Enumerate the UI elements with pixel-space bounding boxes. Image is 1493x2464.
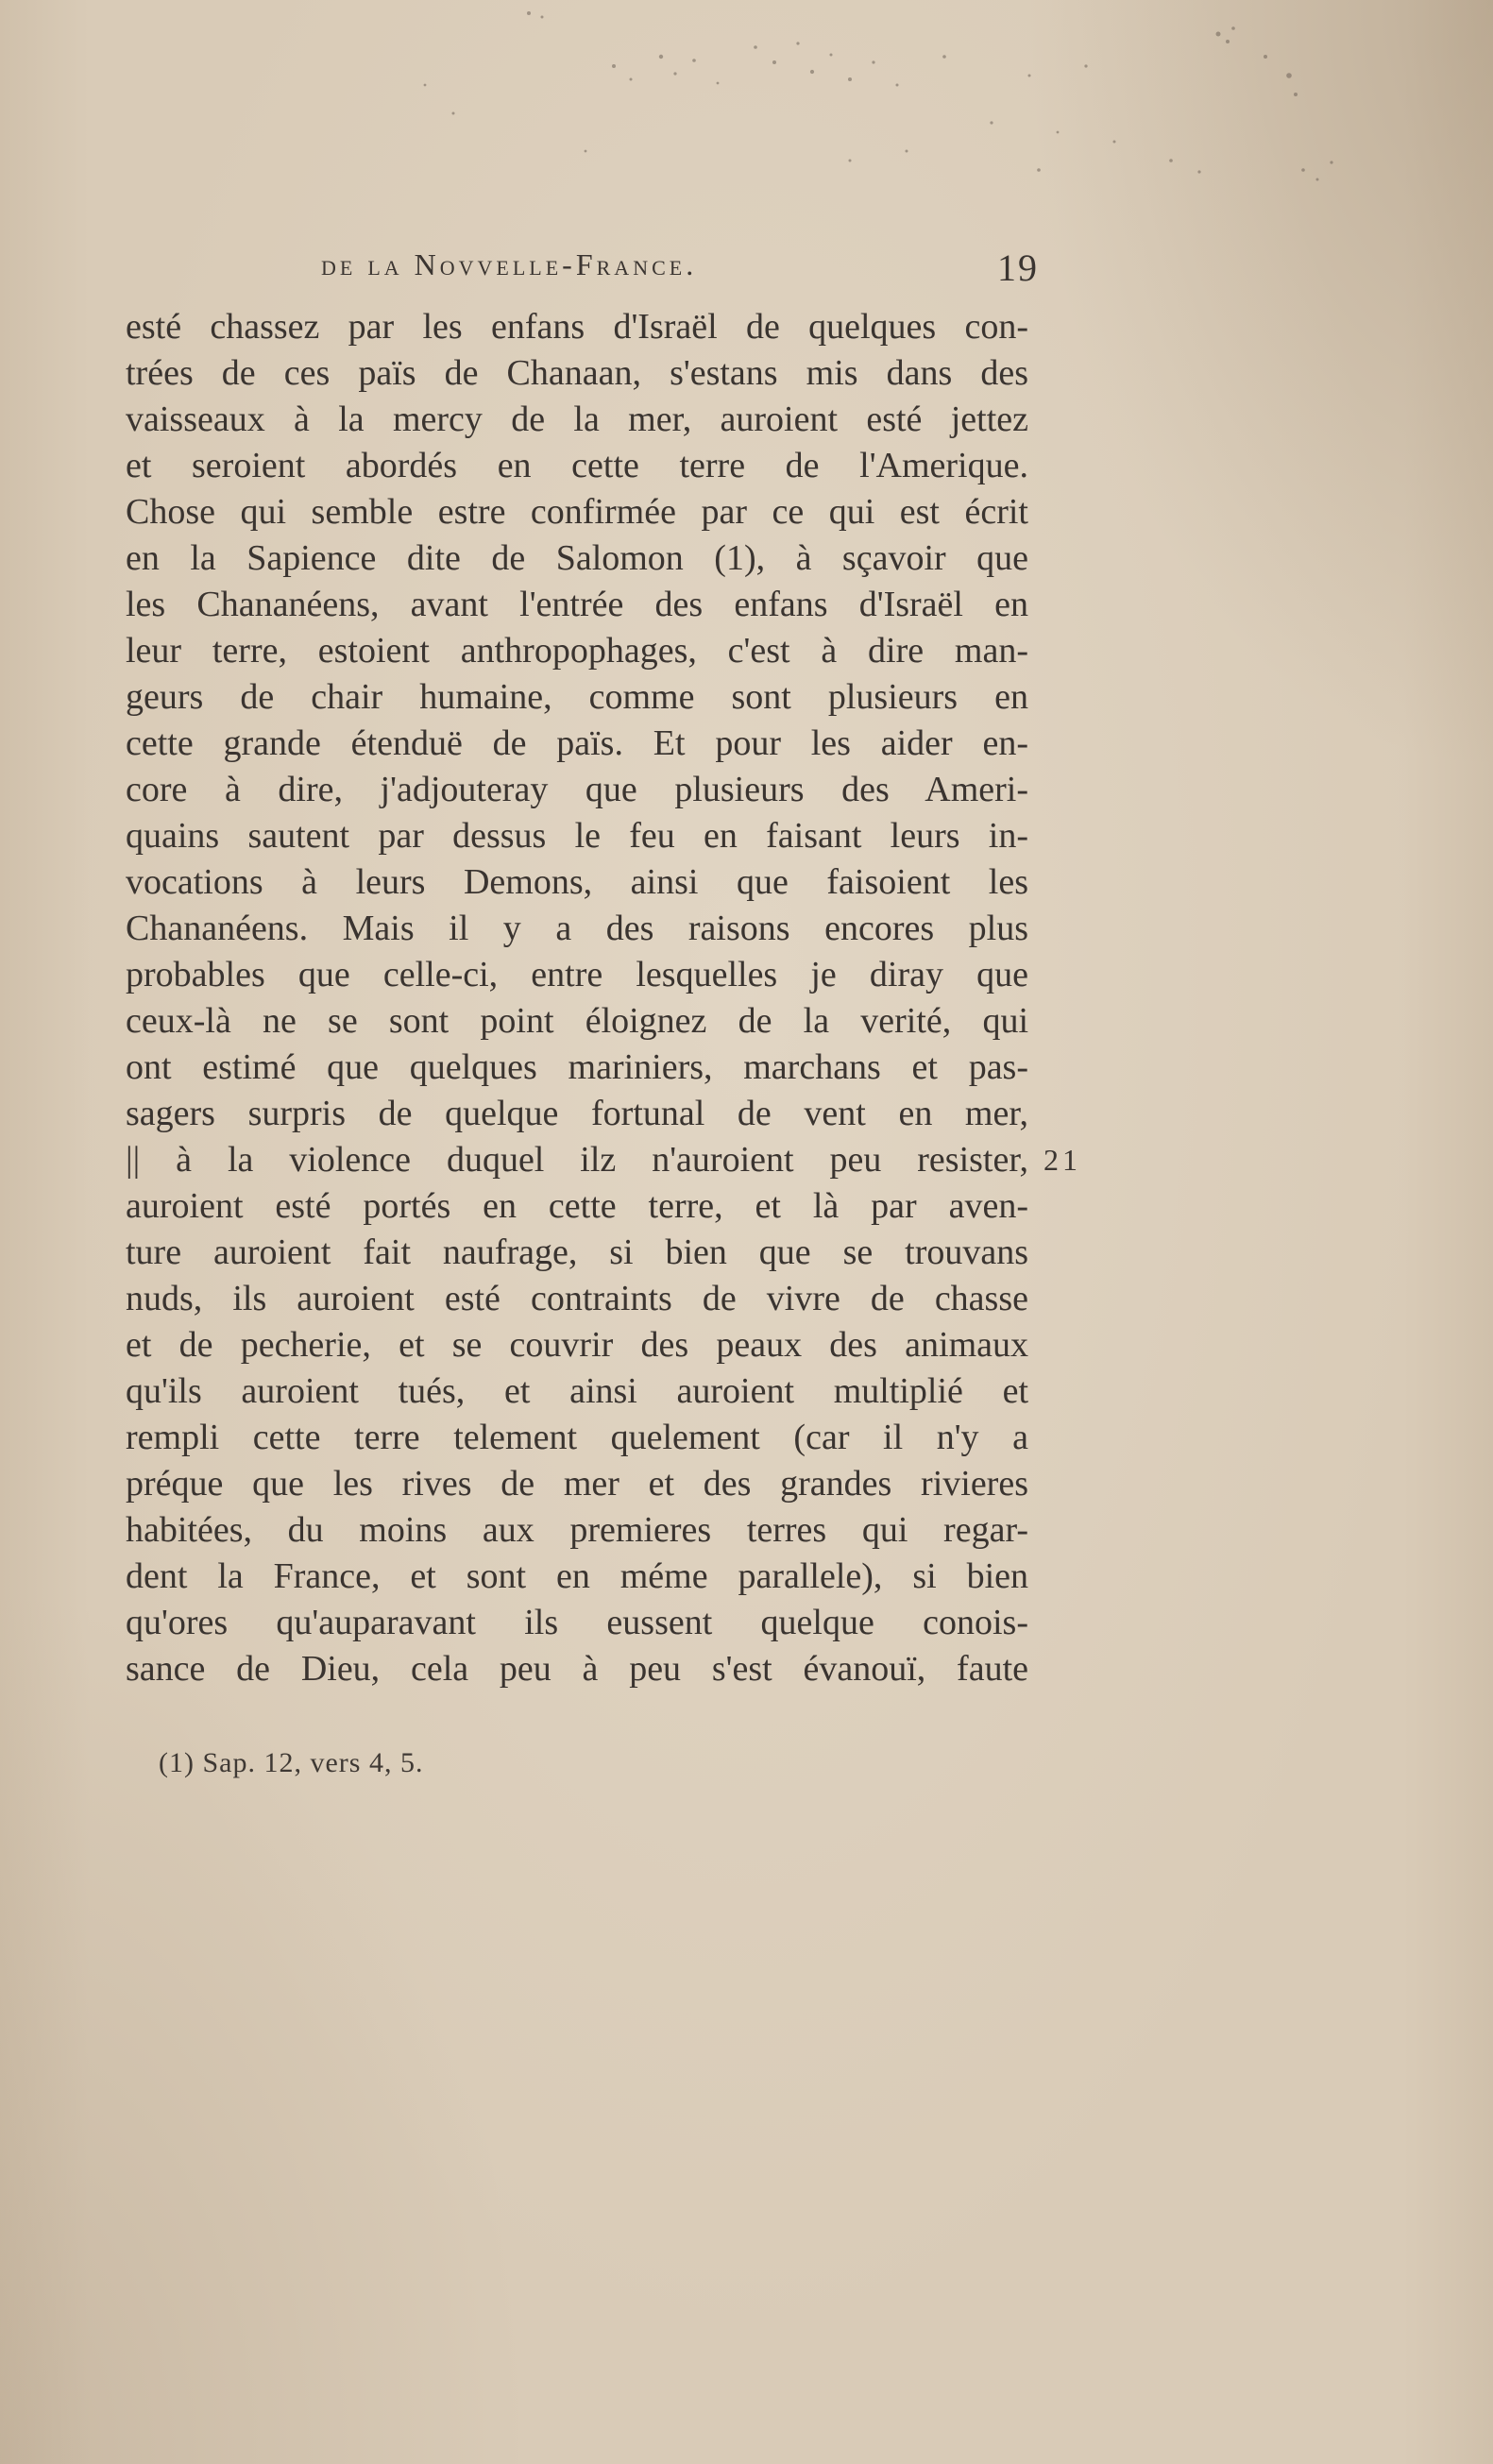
- text-line: en la Sapience dite de Salomon (1), à sçavoir que: [126, 538, 1028, 578]
- text-line: qu'ores qu'auparavant ils eussent quelque conois-: [126, 1603, 1028, 1642]
- text-line: et de pecherie, et se couvrir des peaux des animaux: [126, 1325, 1028, 1365]
- text-line: esté chassez par les enfans d'Israël de quelques con-: [126, 307, 1028, 347]
- text-line: sagers surpris de quelque fortunal de vent en mer,: [126, 1094, 1028, 1133]
- text-line: cette grande étenduë de païs. Et pour les aider en-: [126, 723, 1028, 763]
- text-line: les Chananéens, avant l'entrée des enfans d'Israël en: [126, 585, 1028, 624]
- text-line: ture auroient fait naufrage, si bien que se trouvans: [126, 1232, 1028, 1272]
- text-line: ceux-là ne se sont point éloignez de la verité, qui: [126, 1001, 1028, 1041]
- text-line: Chose qui semble estre confirmée par ce qui est écrit: [126, 492, 1028, 532]
- text-line: dent la France, et sont en méme parallele), si bien: [126, 1556, 1028, 1596]
- running-head: [321, 242, 1039, 289]
- footnote: (1) Sap. 12, vers 4, 5.: [159, 1747, 424, 1778]
- text-line: leur terre, estoient anthropophages, c'est à dire man-: [126, 631, 1028, 671]
- text-line: vaisseaux à la mercy de la mer, auroient esté jettez: [126, 399, 1028, 439]
- running-title: de la Novvelle-France.: [321, 247, 698, 281]
- text-line: quains sautent par dessus le feu en faisant leurs in-: [126, 816, 1028, 856]
- text-line: rempli cette terre telement quelement (car il n'y a: [126, 1418, 1028, 1457]
- text-line: probables que celle-ci, entre lesquelles je diray que: [126, 955, 1028, 994]
- text-line: et seroient abordés en cette terre de l'Amerique.: [126, 446, 1028, 485]
- text-line: nuds, ils auroient esté contraints de vivre de chasse: [126, 1279, 1028, 1318]
- body-text: [126, 304, 1028, 1692]
- text-line: core à dire, j'adjouteray que plusieurs des Ameri-: [126, 770, 1028, 809]
- paper-foxing-speckles: [0, 0, 1493, 246]
- text-line: ont estimé que quelques mariniers, marchans et pas-: [126, 1047, 1028, 1087]
- original-page-marker: 21: [1043, 1143, 1081, 1177]
- text-line: Chananéens. Mais il y a des raisons encores plus: [126, 909, 1028, 948]
- text-line: auroient esté portés en cette terre, et là par aven-: [126, 1186, 1028, 1226]
- text-line: geurs de chair humaine, comme sont plusieurs en: [126, 677, 1028, 717]
- text-line: sance de Dieu, cela peu à peu s'est évanouï, faute: [126, 1649, 1028, 1689]
- text-line: préque que les rives de mer et des grandes rivieres: [126, 1464, 1028, 1504]
- text-line: vocations à leurs Demons, ainsi que faisoient les: [126, 862, 1028, 902]
- text-line: qu'ils auroient tués, et ainsi auroient multiplié et: [126, 1371, 1028, 1411]
- text-line: trées de ces païs de Chanaan, s'estans mis dans des: [126, 353, 1028, 393]
- text-line: || à la violence duquel ilz n'auroient peu resister,: [126, 1140, 1028, 1180]
- page-number: 19: [997, 246, 1039, 289]
- text-line: habitées, du moins aux premieres terres qui regar-: [126, 1510, 1028, 1550]
